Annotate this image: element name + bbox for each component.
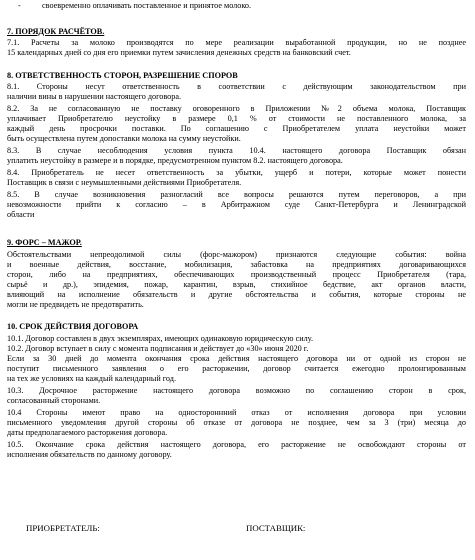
paragraph-line: сторон, либо на предприятиях, обеспечивающих производственный процесс Приобретателя (тара,	[7, 270, 466, 279]
paragraph-line: на тех же условиях на каждый календарный год.	[7, 374, 176, 383]
paragraph-line: могли не предвидеть не предотвратить.	[7, 300, 144, 309]
paragraph-line: 10.1. Договор составлен в двух экземплярах, имеющих одинаковую юридическую силу.	[7, 334, 313, 343]
paragraph-line: быть осуществлена путем допоставки молока на сумму неустойки.	[7, 134, 241, 143]
paragraph-line: области	[7, 210, 35, 219]
section-7-heading: 7. ПОРЯДОК РАСЧЁТОВ.	[7, 27, 105, 36]
intro-text: своевременно оплачивать поставленное и принятое молоко.	[42, 1, 252, 10]
paragraph-line: уплачивает Приобретателю неустойку в размере 0,1 % от стоимости не поставленного молока, за	[7, 114, 466, 123]
paragraph-line: каждый день просрочки поставки. По соглашению с Приобретателем уплата неустойки может	[7, 124, 466, 133]
paragraph-line: 8.1. Стороны несут ответственность в соответствии с действующим законодательством при	[7, 82, 466, 91]
section-8-heading: 8. ОТВЕТСТВЕННОСТЬ СТОРОН, РАЗРЕШЕНИЕ СПОРОВ	[7, 71, 238, 80]
paragraph-line: 15 календарных дней со дня его приемки путем зачисления денежных средств на банковский счет.	[7, 48, 351, 57]
paragraph-line: невозможности прийти к согласию – в Арбитражном суде Санкт-Петербурга и Ленинградской	[7, 200, 466, 209]
paragraph-line: Поставщик в связи с неумышленными действиями Приобретателя.	[7, 178, 242, 187]
section-9-heading: 9. ФОРС – МАЖОР.	[7, 238, 82, 247]
paragraph-line: Обстоятельствами непреодолимой силы (форс-мажором) признаются следующие события: война	[7, 250, 466, 259]
paragraph-line: 10.5. Окончание срока действия настоящего договора, его расторжение не освобождают стороны от	[7, 440, 466, 449]
paragraph-line: влияющий на исполнение обязательств и другие обстоятельства и события, которые стороны не	[7, 290, 466, 299]
paragraph-line: 10.3. Досрочное расторжение настоящего договора возможно по соглашению сторон в срок,	[7, 386, 466, 395]
paragraph-line: поступит письменного заявления о его расторжении, договор считается ежегодно пролонгированным	[7, 364, 466, 373]
intro-bullet: -	[18, 1, 21, 10]
paragraph-line: 8.2. За не согласованную не поставку оговоренного в Приложении №2 объема молока, Поставщик	[7, 104, 466, 113]
paragraph-line: 10.4 Стороны имеют право на одностороннний отказ от исполнения договора при условии	[7, 408, 466, 417]
paragraph-line: письменного уведомления другой стороны об отказе от договора не позднее, чем за 3 (три) месяца до	[7, 418, 466, 427]
paragraph-line: 8.5. В случае возникновения разногласий все вопросы решаются путем переговоров, а при	[7, 190, 466, 199]
paragraph-line: 8.3. В случае несоблюдения условия пункта 10.4. настоящего договора Поставщик обязан	[7, 146, 466, 155]
paragraph-line: 7.1. Расчеты за молоко производятся по мере реализации выработанной продукции, но не позднее	[7, 38, 466, 47]
paragraph-line: 8.4. Приобретатель не несет ответственность за убытки, ущерб и потери, которые может понести	[7, 168, 466, 177]
paragraph-line: согласованный сторонами.	[7, 396, 101, 405]
paragraph-line: уплатить неустойку в размере и в порядке, предусмотренном пунктом 8.2. настоящего договора.	[7, 156, 343, 165]
buyer-signature-label: ПРИОБРЕТАТЕЛЬ:	[26, 523, 100, 533]
paragraph-line: исполнения обязательств по данному договору.	[7, 450, 172, 459]
section-10-heading: 10. СРОК ДЕЙСТВИЯ ДОГОВОРА	[7, 322, 139, 331]
paragraph-line: наличии вины в нарушении настоящего договора.	[7, 92, 182, 101]
paragraph-line: и военные действия, восстание, мобилизация, забастовка на предприятиях договаривающихся	[7, 260, 466, 269]
supplier-signature-label: ПОСТАВЩИК:	[246, 523, 306, 533]
paragraph-line: 10.2. Договор вступает в силу с момента подписания и действует до «30» июня 2020 г.	[7, 344, 309, 353]
paragraph-line: сырьё и др.), эпидемия, пожар, карантин, взрыв, стихийное бедствие, акт органов власти,	[7, 280, 466, 289]
paragraph-line: даты предполагаемого расторжения договора.	[7, 428, 168, 437]
paragraph-line: Если за 30 дней до момента окончания срока действия настоящего договора ни от одной из сторон не	[7, 354, 466, 363]
